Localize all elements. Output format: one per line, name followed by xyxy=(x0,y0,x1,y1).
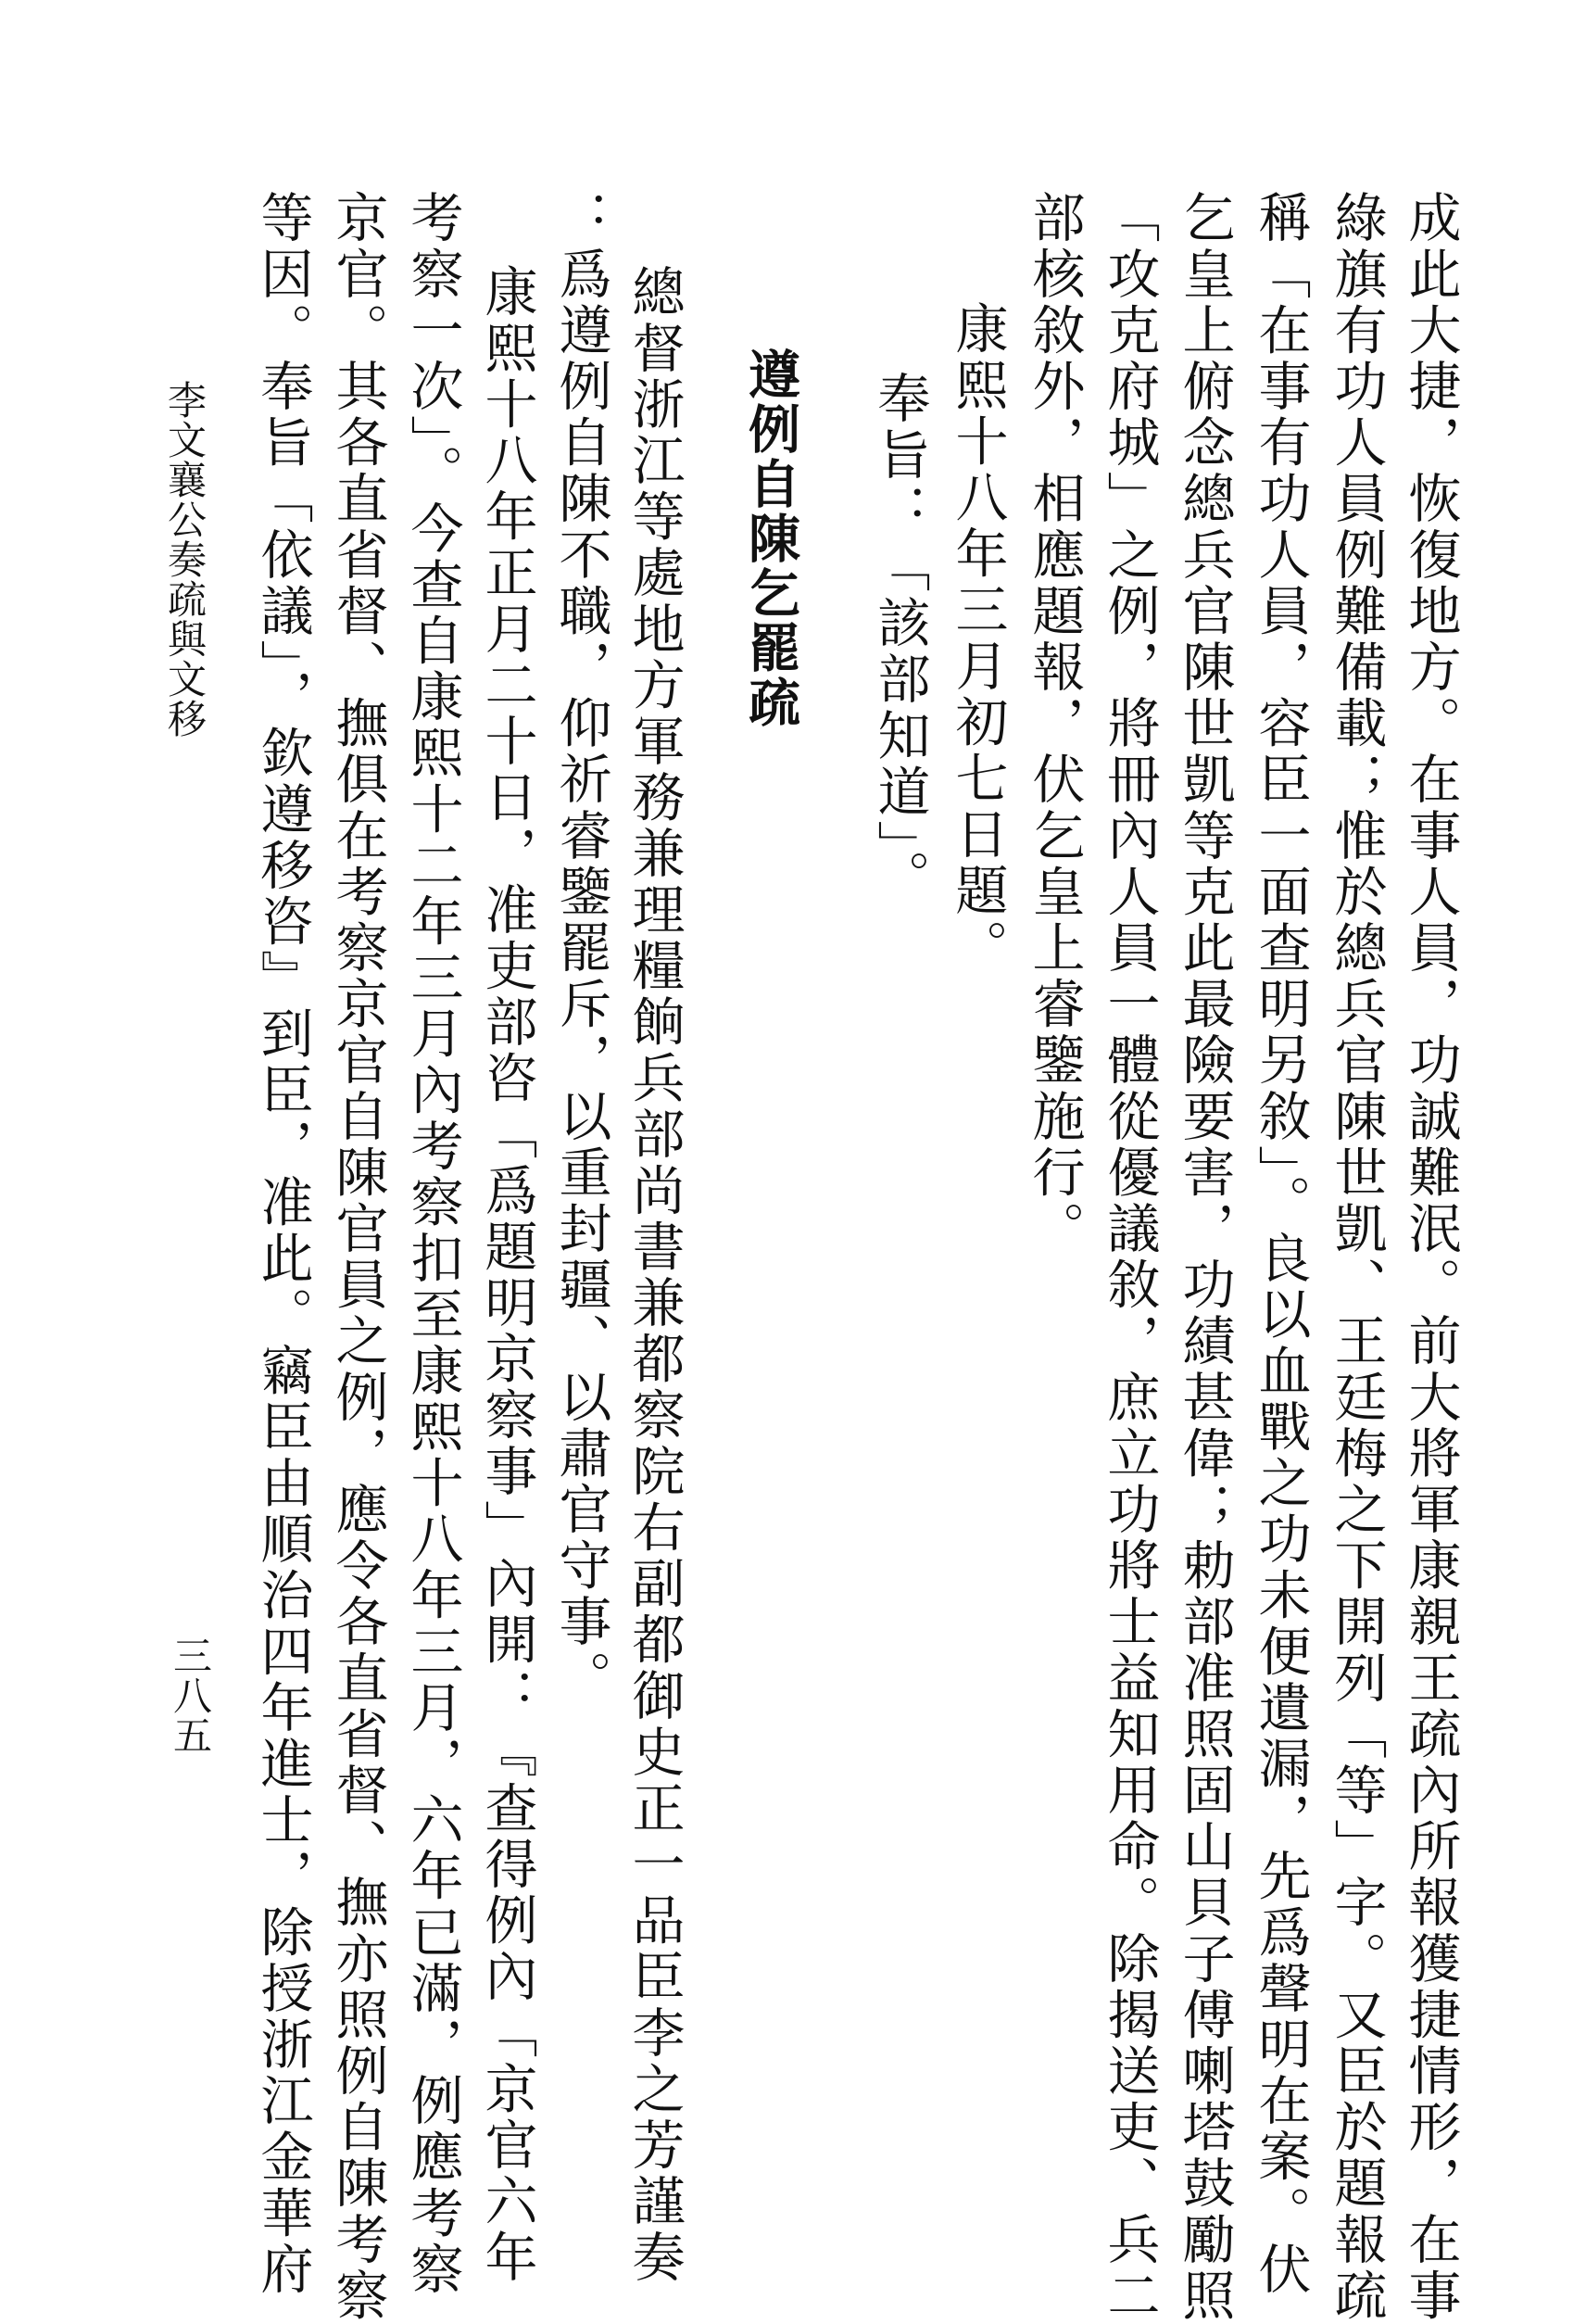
text-column-13: 考察一次」。今查自康熙十二年三月內考察扣至康熙十八年三月，六年已滿，例應考察 xyxy=(402,190,463,2298)
text-column-14: 京官。其各直省督、撫俱在考察京官自陳官員之例，應令各直省督、撫亦照例自陳考察 xyxy=(327,190,388,2324)
text-column-3: 稱「在事有功人員，容臣一面查明另敘」。良以血戰之功未便遺漏，先爲聲明在案。伏 xyxy=(1250,190,1311,2298)
text-column-5: 「攻克府城」之例，將冊內人員一體從優議敘，庶立功將士益知用命。除揭送吏、兵二 xyxy=(1099,190,1160,2324)
text-column-11: ：爲遵例自陳不職，仰祈睿鑒罷斥，以重封疆、以肅官守事。 xyxy=(550,190,611,1707)
date-line: 康熙十八年三月初七日題。 xyxy=(947,301,1008,976)
text-column-6: 部核敘外，相應題報，伏乞皇上睿鑒施行。 xyxy=(1024,190,1085,1257)
memorial-title: 遵例自陳乞罷疏 xyxy=(740,347,801,730)
text-column-2: 綠旗有功人員例難備載；惟於總兵官陳世凱、王廷梅之下開列「等」字。又臣於題報疏 xyxy=(1326,190,1387,2324)
running-header: 李文襄公奏疏與文移 xyxy=(162,380,208,739)
page-number: 三八五 xyxy=(168,1636,213,1755)
text-column-12: 康熙十八年正月二十日，准吏部咨「爲題明京察事」內開：『查得例內「京官六年 xyxy=(476,264,537,2286)
text-column-1: 成此大捷，恢復地方。在事人員，功誠難泯。前大將軍康親王疏內所報獲捷情形，在事 xyxy=(1400,190,1461,2324)
text-column-15: 等因。奉旨「依議」，欽遵移咨』到臣，准此。竊臣由順治四年進士，除授浙江金華府 xyxy=(252,190,313,2298)
text-column-4: 乞皇上俯念總兵官陳世凱等克此最險要害，功績甚偉；勅部准照固山貝子傅喇塔鼓勵照 xyxy=(1174,190,1235,2324)
imperial-rescript: 奉旨：「該部知道」。 xyxy=(869,371,930,906)
text-column-10: 總督浙江等處地方軍務兼理糧餉兵部尚書兼都察院右副都御史正一品臣李之芳謹奏 xyxy=(623,264,685,2286)
